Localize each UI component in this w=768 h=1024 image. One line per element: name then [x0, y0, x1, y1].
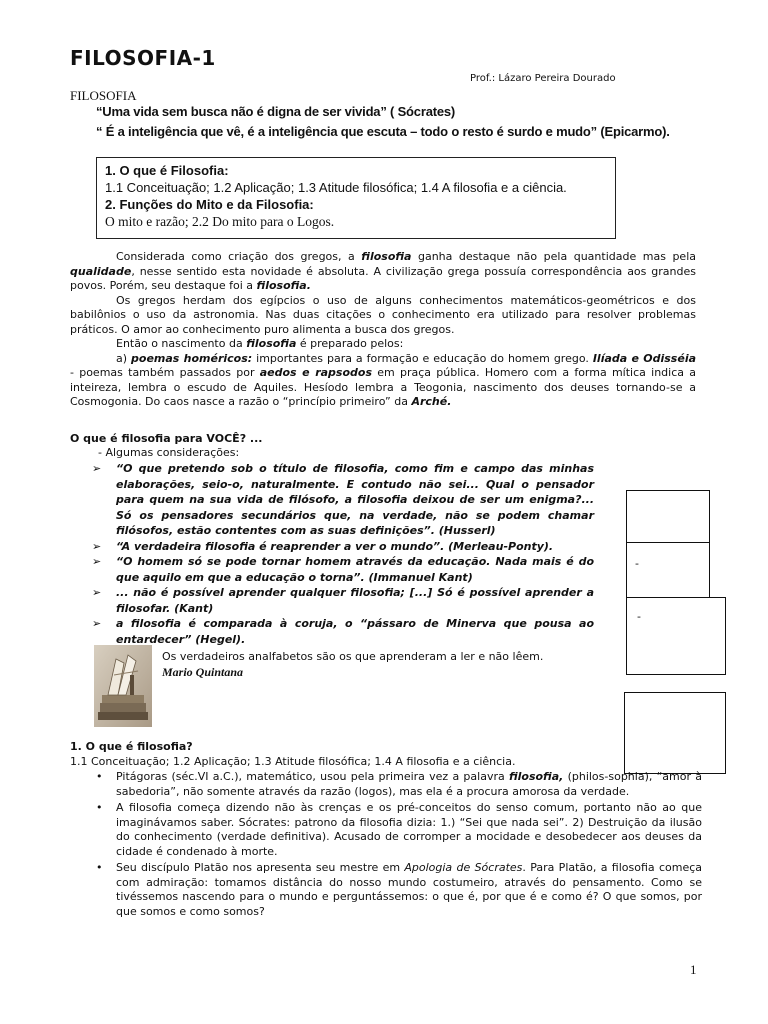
side-dash-1: -: [635, 557, 639, 570]
side-dash-2: -: [637, 610, 641, 623]
subtitle: FILOSOFIA: [70, 88, 137, 103]
arrow-bullet-icon: ➢: [92, 617, 102, 630]
arrow-bullet-icon: ➢: [92, 462, 102, 475]
list-item: • Pitágoras (séc.VI a.C.), matemático, usou pela primeira vez a palavra filosofia, (philos-sophia), “amor à sabedoria”, não somente através da razão (logos), mas ela é a procura amorosa da verdade.: [96, 770, 702, 798]
summary-box: [96, 157, 616, 239]
arrow-bullet-icon: ➢: [92, 539, 102, 553]
side-box-3: [626, 597, 726, 675]
section1-bullets: [92, 770, 702, 921]
quintana-quote: Os verdadeiros analfabetos são os que aprenderam a ler e não lêem.: [162, 650, 544, 663]
intro-paragraph-2: Os gregos herdam dos egípcios o uso de alguns conhecimentos matemáticos-geométricos e dos babilônios o uso da astronomia. Nas duas citações o conhecimento era utilizado para resolver problemas práticos. O amor ao conhecimento puro alimenta a busca dos gregos.: [70, 293, 696, 336]
list-item: ➢ “A verdadeira filosofia é reaprender a ver o mundo”. (Merleau-Ponty).: [92, 539, 554, 553]
professor-name: Prof.: Lázaro Pereira Dourado: [470, 73, 616, 84]
arrow-bullet-icon: ➢: [92, 586, 102, 599]
list-item: ➢ a filosofia é comparada à coruja, o “pássaro de Minerva que pousa ao entardecer” (Hegel).: [92, 617, 594, 646]
document-title: FILOSOFIA-1: [70, 46, 216, 70]
books-picture: [94, 645, 152, 727]
list-item: • A filosofia começa dizendo não às crenças e os pré-conceitos do senso comum, portanto não ao que imaginávamos saber. Sócrates: patrono da filosofia dizia: 1.) “Sei que nada sei”. 2) Destruição da ilusão do conhecimento (verdade definitiva). Acusado de corromper a mocidade e desobedecer aos deuses da cidade é condenado à morte.: [96, 801, 702, 858]
quote-socrates: “Uma vida sem busca não é digna de ser vivida” ( Sócrates): [96, 104, 456, 119]
intro-paragraph-3: Então o nascimento da filosofia é preparado pelos:: [116, 337, 404, 350]
quintana-author: Mario Quintana: [162, 665, 244, 679]
summary-text-2: O mito e razão; 2.2 Do mito para o Logos.: [105, 214, 335, 229]
list-item: ➢ “O que pretendo sob o título de filosofia, como fim e campo das minhas elaborações, seio-o, naturalmente. E contudo não sei... Qual o pensador para quem na sua vida de filósofo, a filosofia deixou de ser um enigma?... Só os pensadores secundários que, na verdade, não se podem chamar filósofos, estão contentes com as suas definições”. (Husserl): [92, 462, 594, 537]
list-item: • Seu discípulo Platão nos apresenta seu mestre em Apologia de Sócrates. Para Platão, a filosofia começa com admiração: tomamos distância do nosso mundo costumeiro, através do pensamento. Como se tivéssemos nascendo para o mundo e perguntássemos: o que é, por que é e como é? O que somos, por que somos e como somos?: [96, 861, 702, 918]
intro-paragraph-4: a) poemas homéricos: importantes para a formação e educação do homem grego. Ilíada e Odisséia - poemas também passados por aedos e rapsodos em praça pública. Homero com a forma mítica indica a inteireza, lembra o escudo de Aquiles. Hesíodo lembra a Teogonia, nascimento dos deuses tornando-se a Cosmogonia. Do caos nasce a razão o “princípio primeiro” da Arché.: [70, 351, 697, 408]
bullet-icon: •: [96, 770, 103, 783]
quotes-list: [92, 461, 594, 647]
summary-heading-1: 1. O que é Filosofia:: [105, 163, 229, 178]
section1-heading: 1. O que é filosofia?: [70, 740, 193, 753]
list-item: ➢ “O homem só se pode tornar homem através da educação. Nada mais é do que aquilo em que a educação o torna”. (Immanuel Kant): [92, 555, 594, 584]
side-box-4: [624, 692, 726, 774]
voce-heading: O que é filosofia para VOCÊ? ...: [70, 432, 263, 445]
side-box-2: [626, 542, 710, 600]
bullet-icon: •: [96, 801, 103, 814]
side-box-1: [626, 490, 710, 550]
intro-text: [70, 250, 696, 410]
bullet-icon: •: [96, 861, 103, 874]
arrow-bullet-icon: ➢: [92, 555, 102, 568]
section1-subheading: 1.1 Conceituação; 1.2 Aplicação; 1.3 Atitude filosófica; 1.4 A filosofia e a ciência.: [70, 755, 516, 768]
intro-paragraph-1: Considerada como criação dos gregos, a filosofia ganha destaque não pela quantidade mas pela qualidade, nesse sentido esta novidade é absoluta. A civilização grega possuía correspondência aos grandes povos. Porém, seu destaque foi a filosofia.: [70, 250, 697, 292]
summary-heading-2: 2. Funções do Mito e da Filosofia:: [105, 197, 314, 212]
list-item: ➢ ... não é possível aprender qualquer filosofia; [...] Só é possível aprender a filosofar. (Kant): [92, 586, 594, 615]
voce-subheading: - Algumas considerações:: [98, 446, 240, 459]
summary-text-1: 1.1 Conceituação; 1.2 Aplicação; 1.3 Atitude filosófica; 1.4 A filosofia e a ciência.: [105, 180, 567, 195]
quote-epicarmo: “ É a inteligência que vê, é a inteligência que escuta – todo o resto é surdo e mudo” (Epicarmo).: [96, 124, 670, 139]
page-number: 1: [690, 962, 697, 977]
